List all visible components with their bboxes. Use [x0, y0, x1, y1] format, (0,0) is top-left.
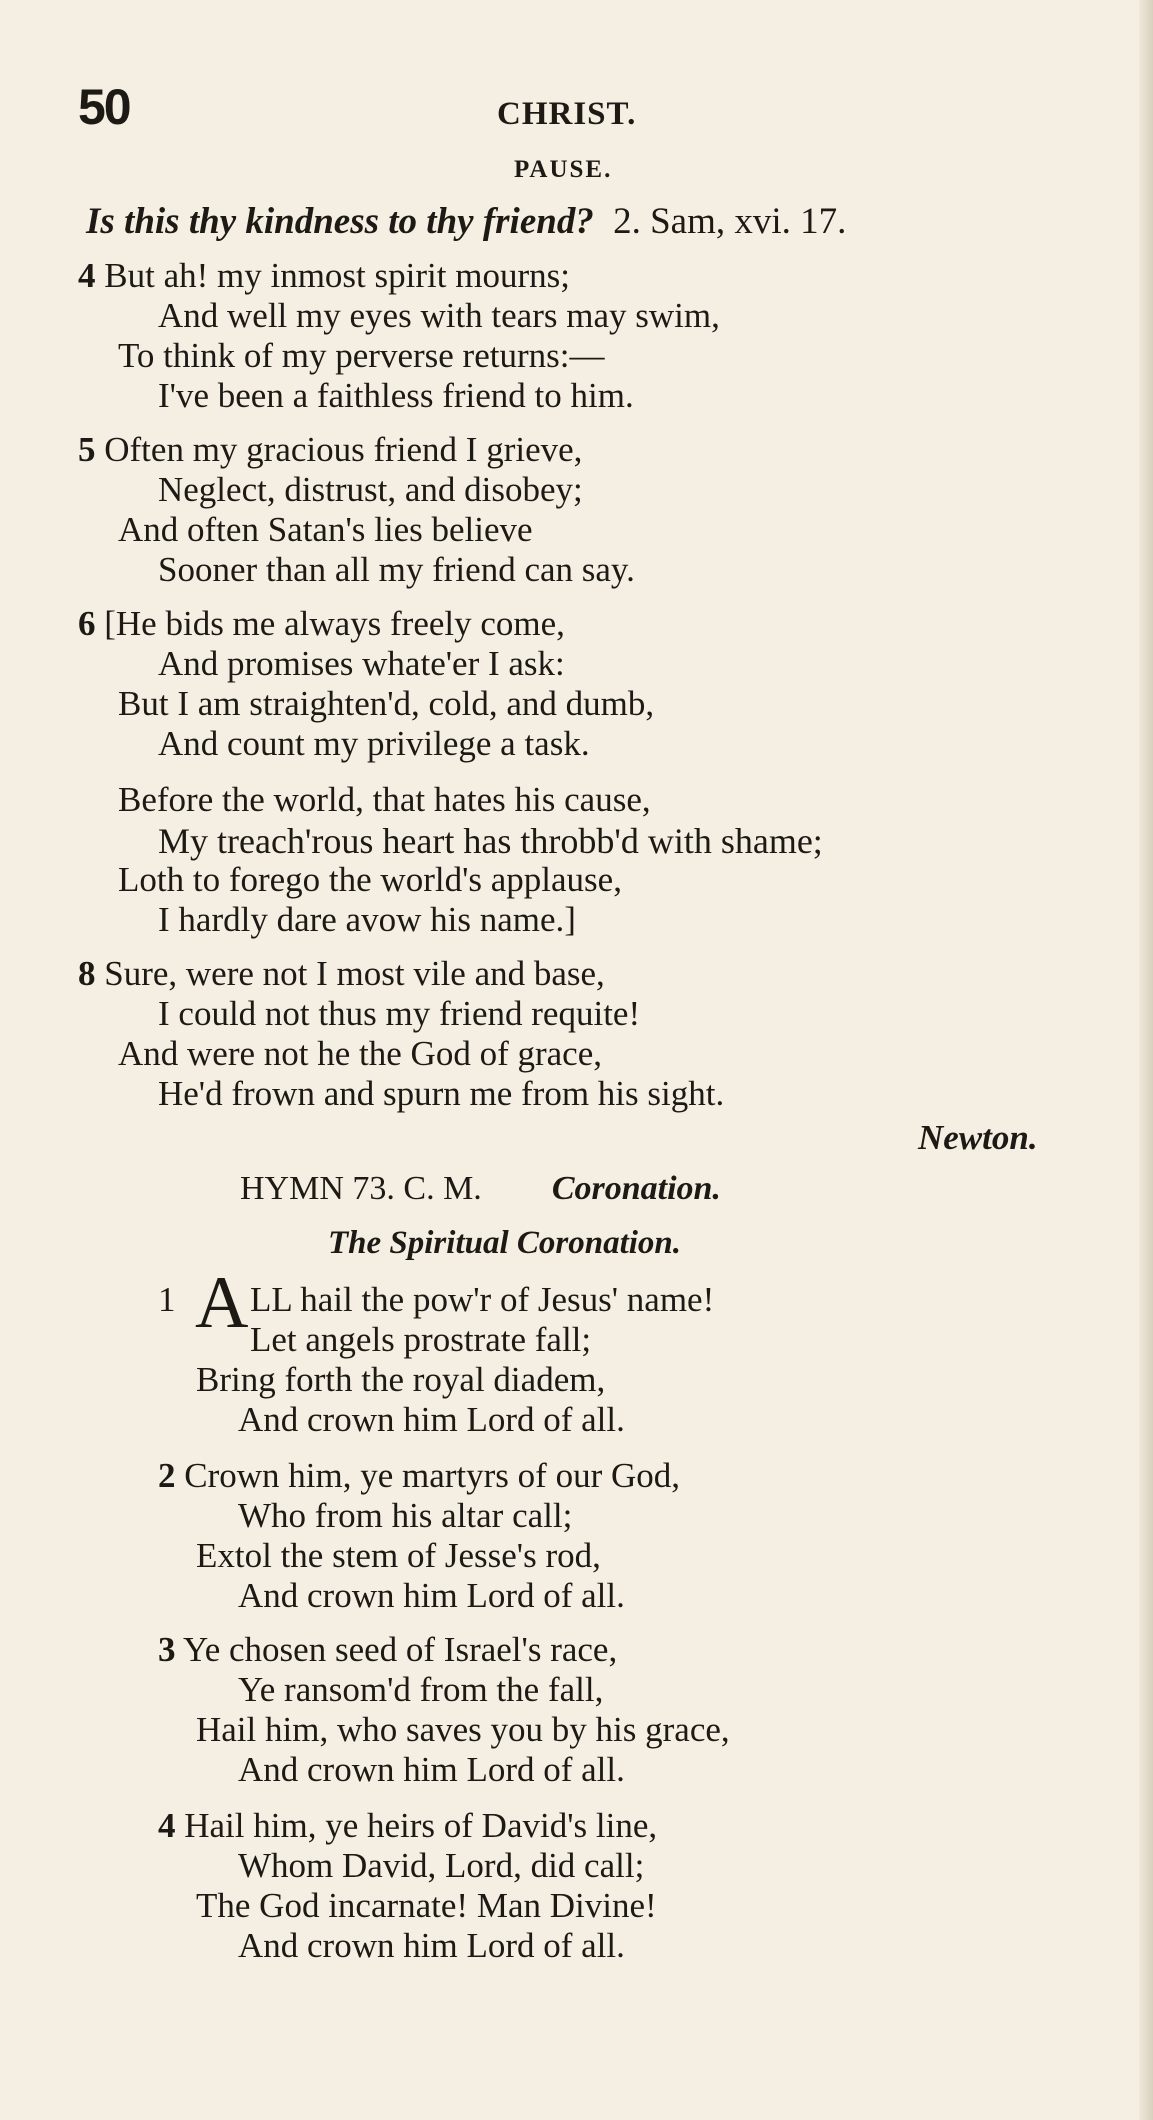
stanza-line: My treach'rous heart has throbb'd with shame;	[158, 821, 823, 861]
verse-line-text: [He bids me always freely come,	[104, 604, 565, 643]
stanza-number: 4	[158, 1806, 176, 1845]
stanza-line: And crown him Lord of all.	[238, 1400, 625, 1439]
stanza-line: I hardly dare avow his name.]	[158, 900, 576, 939]
stanza-line: And crown him Lord of all.	[238, 1576, 625, 1615]
drop-cap: A	[195, 1262, 249, 1344]
stanza-line: And count my privilege a task.	[158, 724, 590, 763]
stanza-line: Bring forth the royal diadem,	[196, 1360, 606, 1399]
page-number: 50	[78, 79, 130, 135]
stanza-line: Extol the stem of Jesse's rod,	[196, 1536, 601, 1575]
hymn-tune: Coronation.	[551, 1170, 721, 1207]
stanza-line	[78, 430, 582, 470]
hymn-heading	[240, 1170, 721, 1208]
stanza-line: I've been a faithless friend to him.	[158, 376, 634, 415]
stanza-line: And well my eyes with tears may swim,	[158, 296, 720, 335]
stanza-number: 8	[78, 954, 96, 993]
stanza-line: And promises whate'er I ask:	[158, 644, 565, 683]
stanza-line: Sooner than all my friend can say.	[158, 550, 635, 589]
stanza-number: 1	[158, 1280, 176, 1319]
stanza-line	[158, 1456, 680, 1496]
stanza-line	[78, 954, 605, 994]
verse-line-text: Ye chosen seed of Israel's race,	[182, 1630, 618, 1669]
stanza-line: And often Satan's lies believe	[118, 510, 533, 549]
stanza-line	[78, 256, 570, 296]
stanza-line: I could not thus my friend requite!	[158, 994, 641, 1033]
page-edge-shadow	[1139, 0, 1153, 2120]
stanza-number: 6	[78, 604, 96, 643]
verse-line-text: Hail him, ye heirs of David's line,	[184, 1806, 658, 1845]
hymn-author: Newton.	[918, 1118, 1038, 1157]
stanza-line: To think of my perverse returns:—	[118, 336, 605, 375]
verse-line-text: But ah! my inmost spirit mourns;	[104, 256, 570, 295]
stanza-line: Let angels prostrate fall;	[250, 1320, 592, 1359]
stanza-line: Ye ransom'd from the fall,	[238, 1670, 604, 1709]
stanza-line: Before the world, that hates his cause,	[118, 780, 651, 819]
hymn-subtitle: The Spiritual Coronation.	[328, 1225, 682, 1261]
epigraph-reference: 2. Sam, xvi. 17.	[613, 201, 847, 242]
stanza-line: Hail him, who saves you by his grace,	[196, 1710, 730, 1749]
stanza-number: 3	[158, 1630, 176, 1669]
stanza-line	[78, 604, 565, 644]
stanza-line	[158, 1806, 657, 1846]
stanza-line: LL hail the pow'r of Jesus' name!	[250, 1280, 715, 1319]
stanza-line: And crown him Lord of all.	[238, 1926, 625, 1965]
stanza-number: 2	[158, 1456, 176, 1495]
stanza-line: But I am straighten'd, cold, and dumb,	[118, 684, 655, 723]
stanza-line: And crown him Lord of all.	[238, 1750, 625, 1789]
stanza-line: The God incarnate! Man Divine!	[196, 1886, 657, 1925]
stanza-line: Neglect, distrust, and disobey;	[158, 470, 583, 509]
stanza-line: Loth to forego the world's applause,	[118, 860, 622, 899]
epigraph	[86, 200, 846, 243]
stanza-line	[158, 1630, 617, 1670]
stanza-line: Whom David, Lord, did call;	[238, 1846, 645, 1885]
stanza-line: And were not he the God of grace,	[118, 1034, 602, 1073]
hymn-number-meter: HYMN 73. C. M.	[240, 1170, 482, 1207]
epigraph-quote: Is this thy kindness to thy friend?	[86, 201, 594, 242]
running-title: CHRIST.	[497, 96, 637, 132]
stanza-number: 4	[78, 256, 96, 295]
stanza-line: He'd frown and spurn me from his sight.	[158, 1074, 725, 1113]
stanza-line: Who from his altar call;	[238, 1496, 573, 1535]
stanza-number: 5	[78, 430, 96, 469]
verse-line-text: Often my gracious friend I grieve,	[104, 430, 583, 469]
verse-line-text: Crown him, ye martyrs of our God,	[184, 1456, 681, 1495]
section-label: PAUSE.	[514, 156, 613, 183]
verse-line-text: Sure, were not I most vile and base,	[104, 954, 605, 993]
